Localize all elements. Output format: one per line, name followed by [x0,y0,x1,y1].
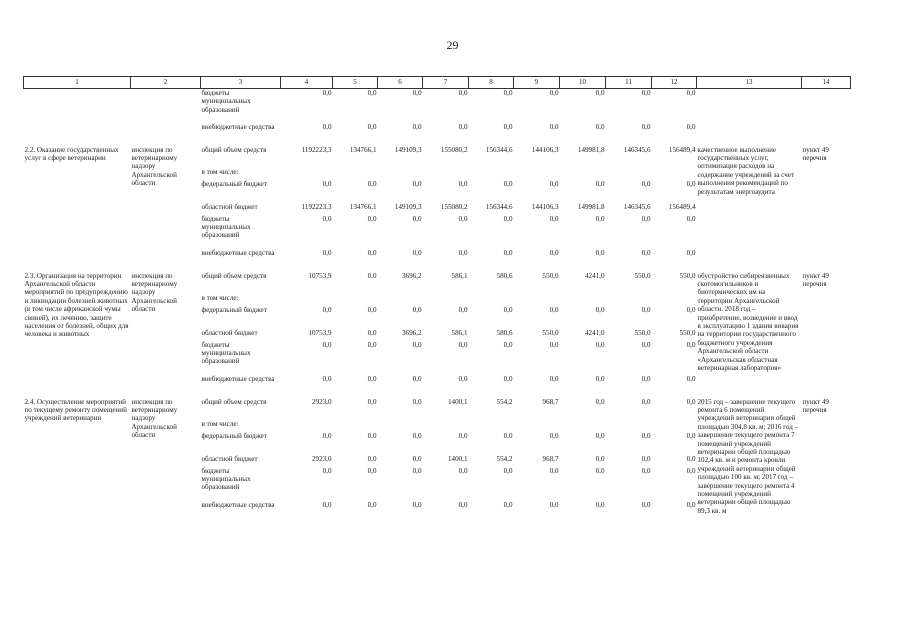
funding-source-cell: областной бюджет [201,202,258,211]
header-cell: 11 [606,77,652,89]
value-cell: 0,0 [367,328,377,337]
value-cell: 0,0 [549,340,559,349]
value-cell: 554,2 [496,454,513,463]
value-cell [560,420,606,432]
value-cell: 0,0 [458,466,468,475]
value-cell: 0,0 [367,374,377,383]
measure-cell: 2.3. Организация на территории Архангельской области мероприятий по предупреждению и ликвидации болезней животных (в том числе африканской чумы свиней), их лечению, защите населения от болезней, общих для человека и животных [24,271,129,339]
page-number: 29 [446,38,459,52]
value-cell: 0,0 [503,340,513,349]
measure-cell: 2.4. Осуществление мероприятий по текущему ремонту помещений учреждений ветеринарии [24,397,127,423]
value-cell: 144106,3 [531,202,559,211]
value-cell: 0,0 [641,454,651,463]
funding-source-cell: общий объем средств [201,397,267,406]
value-cell: 0,0 [412,179,422,188]
funding-source-cell: федеральный бюджет [201,179,267,188]
value-cell: 149981,8 [577,202,605,211]
value-cell: 0,0 [686,454,696,463]
measure-cell: 2.2. Оказание государственных услуг в сфере ветеринарии [24,145,119,162]
value-cell: 0,0 [595,466,605,475]
table-row [24,272,851,294]
value-cell: 0,0 [595,340,605,349]
value-cell: 0,0 [367,214,377,223]
funding-source-cell: общий объем средств [201,271,267,280]
table-row [24,398,851,420]
value-cell: 0,0 [641,500,651,509]
value-cell: 0,0 [367,271,377,280]
value-cell: 0,0 [686,466,696,475]
value-cell: 1400,1 [447,454,468,463]
value-cell: 580,6 [496,328,513,337]
value-cell: 0,0 [503,248,513,257]
reference-cell: пункт 49 перечня [802,271,829,288]
value-cell: 0,0 [412,374,422,383]
value-cell: 0,0 [322,179,332,188]
value-cell: 0,0 [503,500,513,509]
value-cell: 0,0 [641,122,651,131]
value-cell: 146345,6 [623,145,651,154]
value-cell [606,168,652,180]
value-cell: 134766,1 [349,145,377,154]
value-cell: 0,0 [549,500,559,509]
value-cell [378,420,423,432]
funding-source-cell: в том числе: [201,293,239,302]
value-cell: 0,0 [322,305,332,314]
value-cell: 0,0 [412,454,422,463]
header-cell: 8 [469,77,514,89]
value-cell: 550,0 [634,328,651,337]
value-cell: 0,0 [549,431,559,440]
table-body [24,89,851,524]
value-cell [378,294,423,306]
value-cell: 0,0 [458,179,468,188]
value-cell: 0,0 [503,89,513,97]
value-cell: 0,0 [412,431,422,440]
value-cell: 0,0 [367,431,377,440]
funding-source-cell: областной бюджет [201,328,258,337]
funding-source-cell: бюджеты муниципальных образований [201,466,251,492]
value-cell: 0,0 [412,466,422,475]
value-cell [652,168,697,180]
value-cell: 0,0 [595,122,605,131]
value-cell: 0,0 [641,89,651,97]
funding-source-cell: федеральный бюджет [201,431,267,440]
value-cell [514,294,560,306]
value-cell: 156489,4 [668,145,696,154]
funding-source-cell: внебюджетные средства [201,500,275,509]
value-cell: 0,0 [686,397,696,406]
funding-source-cell: общий объем средств [201,145,267,154]
value-cell: 586,1 [451,271,468,280]
value-cell: 0,0 [367,248,377,257]
value-cell [514,168,560,180]
header-cell: 3 [201,77,281,89]
value-cell: 0,0 [412,500,422,509]
value-cell: 0,0 [412,340,422,349]
value-cell: 0,0 [686,340,696,349]
funding-source-cell: федеральный бюджет [201,305,267,314]
value-cell [560,168,606,180]
value-cell [606,294,652,306]
value-cell: 968,7 [542,454,559,463]
value-cell: 0,0 [367,340,377,349]
value-cell [606,420,652,432]
value-cell: 0,0 [595,374,605,383]
header-cell: 4 [281,77,333,89]
executor-cell: инспекция по ветеринарному надзору Архангельской области [131,145,178,188]
value-cell: 1400,1 [447,397,468,406]
value-cell [423,420,469,432]
value-cell [560,294,606,306]
value-cell: 134766,1 [349,202,377,211]
table-row [24,89,851,123]
outcome-cell: 2015 год – завершение текущего ремонта 6 помещений учреждений ветеринарии общей площадью 304,8 кв. м; 2016 год – завершение текущего ремонта 7 помещений учреждений ветеринарии общей площадью 102,4 кв. м и ремонта кровли учреждений ветеринарии общей площадью 100 кв. м; 2017 год – завершение текущего ремонта 4 помещений учреждений ветеринарии общей площадью 89,3 кв. м [697,397,799,515]
value-cell: 0,0 [367,89,377,97]
value-cell: 0,0 [686,374,696,383]
value-cell: 0,0 [503,179,513,188]
value-cell: 0,0 [322,340,332,349]
value-cell: 0,0 [322,89,332,97]
reference-cell: пункт 49 перечня [802,397,829,414]
value-cell: 0,0 [686,431,696,440]
value-cell: 0,0 [458,431,468,440]
value-cell: 0,0 [412,305,422,314]
executor-cell [131,89,201,146]
value-cell: 968,7 [542,397,559,406]
value-cell: 0,0 [686,500,696,509]
value-cell: 0,0 [503,214,513,223]
value-cell: 550,0 [679,328,696,337]
value-cell: 0,0 [458,305,468,314]
value-cell: 0,0 [686,122,696,131]
value-cell [652,420,697,432]
value-cell: 0,0 [641,466,651,475]
value-cell: 0,0 [641,179,651,188]
value-cell: 0,0 [595,89,605,97]
value-cell: 0,0 [412,248,422,257]
value-cell: 2923,0 [311,454,332,463]
header-cell: 7 [423,77,469,89]
value-cell: 155080,2 [440,145,468,154]
value-cell: 3696,2 [401,328,422,337]
value-cell: 0,0 [549,122,559,131]
executor-cell: инспекция по ветеринарному надзору Архангельской области [131,271,178,314]
header-cell: 1 [24,77,131,89]
value-cell: 0,0 [503,374,513,383]
value-cell: 586,1 [451,328,468,337]
value-cell: 0,0 [367,305,377,314]
value-cell: 0,0 [686,305,696,314]
value-cell [378,168,423,180]
value-cell: 149109,3 [394,145,422,154]
value-cell: 1192223,3 [301,202,332,211]
value-cell: 0,0 [503,305,513,314]
value-cell: 0,0 [595,397,605,406]
funding-source-cell: в том числе: [201,167,239,176]
outcome-cell: качественное выполнение государственных услуг, оптимизация расходов на содержание учреждений за счет выполнения рекомендаций по результатам энергоаудита [697,145,795,196]
value-cell: 0,0 [641,248,651,257]
reference-cell: пункт 49 перечня [802,145,829,162]
value-cell [652,294,697,306]
funding-source-cell: бюджеты муниципальных образований [201,340,251,366]
value-cell [469,168,514,180]
header-cell: 10 [560,77,606,89]
value-cell: 550,0 [679,271,696,280]
value-cell: 0,0 [641,374,651,383]
table-row [24,146,851,168]
header-cell: 6 [378,77,423,89]
value-cell: 0,0 [549,374,559,383]
value-cell: 0,0 [322,500,332,509]
value-cell: 0,0 [549,305,559,314]
value-cell: 0,0 [595,431,605,440]
value-cell: 1192223,3 [301,145,332,154]
value-cell: 0,0 [549,214,559,223]
value-cell: 3696,2 [401,271,422,280]
value-cell: 0,0 [686,248,696,257]
value-cell: 0,0 [595,214,605,223]
value-cell: 0,0 [641,340,651,349]
value-cell [469,420,514,432]
value-cell: 0,0 [549,89,559,97]
value-cell: 0,0 [549,248,559,257]
header-cell: 12 [652,77,697,89]
value-cell: 156489,4 [668,202,696,211]
value-cell: 0,0 [458,374,468,383]
value-cell [423,168,469,180]
value-cell: 0,0 [641,305,651,314]
header-row [24,77,851,89]
value-cell: 156344,6 [485,145,513,154]
value-cell: 0,0 [412,122,422,131]
funding-source-cell: внебюджетные средства [201,122,275,131]
value-cell [333,168,378,180]
value-cell: 0,0 [458,248,468,257]
value-cell: 144106,3 [531,145,559,154]
measure-cell [24,89,131,146]
value-cell: 0,0 [458,214,468,223]
value-cell: 0,0 [595,248,605,257]
reference-cell [802,89,851,146]
value-cell: 0,0 [367,122,377,131]
value-cell: 0,0 [322,248,332,257]
value-cell: 550,0 [634,271,651,280]
value-cell: 0,0 [322,214,332,223]
value-cell: 0,0 [458,500,468,509]
header-cell: 9 [514,77,560,89]
value-cell: 0,0 [686,89,696,97]
funding-source-cell: внебюджетные средства [201,374,275,383]
value-cell [281,420,333,432]
funding-source-cell: внебюджетные средства [201,248,275,257]
outcome-cell [697,89,802,146]
header-cell: 2 [131,77,201,89]
value-cell: 0,0 [595,179,605,188]
value-cell: 0,0 [458,122,468,131]
value-cell: 0,0 [686,214,696,223]
value-cell: 155080,2 [440,202,468,211]
value-cell: 149981,8 [577,145,605,154]
value-cell [281,294,333,306]
value-cell [333,294,378,306]
value-cell: 0,0 [367,500,377,509]
header-cell: 14 [802,77,851,89]
value-cell: 0,0 [322,122,332,131]
value-cell: 0,0 [641,431,651,440]
value-cell: 0,0 [503,466,513,475]
executor-cell: инспекция по ветеринарному надзору Архангельской области [131,397,178,440]
value-cell [514,420,560,432]
value-cell: 0,0 [412,89,422,97]
value-cell: 0,0 [367,454,377,463]
value-cell: 0,0 [549,179,559,188]
value-cell: 0,0 [367,397,377,406]
value-cell [333,420,378,432]
header-cell: 5 [333,77,378,89]
value-cell: 0,0 [641,397,651,406]
value-cell: 0,0 [367,179,377,188]
value-cell: 0,0 [458,89,468,97]
value-cell: 156344,6 [485,202,513,211]
value-cell: 550,0 [542,271,559,280]
value-cell: 0,0 [322,374,332,383]
value-cell: 0,0 [412,397,422,406]
value-cell [423,294,469,306]
value-cell: 149109,3 [394,202,422,211]
budget-table [23,76,851,524]
value-cell: 4241,0 [584,328,605,337]
value-cell: 580,6 [496,271,513,280]
funding-source-cell: в том числе: [201,419,239,428]
value-cell: 0,0 [367,466,377,475]
funding-source-cell: бюджеты муниципальных образований [201,89,251,114]
value-cell: 0,0 [322,466,332,475]
value-cell: 0,0 [503,431,513,440]
value-cell: 0,0 [549,466,559,475]
value-cell: 0,0 [412,214,422,223]
header-cell: 13 [697,77,802,89]
value-cell: 0,0 [458,340,468,349]
value-cell: 0,0 [641,214,651,223]
funding-source-cell: бюджеты муниципальных образований [201,214,251,240]
value-cell: 0,0 [595,500,605,509]
value-cell: 0,0 [503,122,513,131]
value-cell: 0,0 [595,305,605,314]
value-cell: 0,0 [595,454,605,463]
value-cell: 2923,0 [311,397,332,406]
outcome-cell: обустройство сибиреязвенных скотомогильников и биотермических ям на территории Архангельской области. 2018 год – приобретение, возведение и ввод в эксплуатацию 1 здания вивария на территории государственного бюджетного учреждения Архангельской области «Архангельская областная ветеринарная лаборатория» [697,271,799,372]
value-cell: 4241,0 [584,271,605,280]
value-cell: 554,2 [496,397,513,406]
value-cell [469,294,514,306]
value-cell: 10753,9 [308,271,332,280]
value-cell [281,168,333,180]
funding-source-cell: областной бюджет [201,454,258,463]
value-cell: 146345,6 [623,202,651,211]
value-cell: 0,0 [322,431,332,440]
value-cell: 0,0 [686,179,696,188]
value-cell: 10753,9 [308,328,332,337]
value-cell: 550,0 [542,328,559,337]
